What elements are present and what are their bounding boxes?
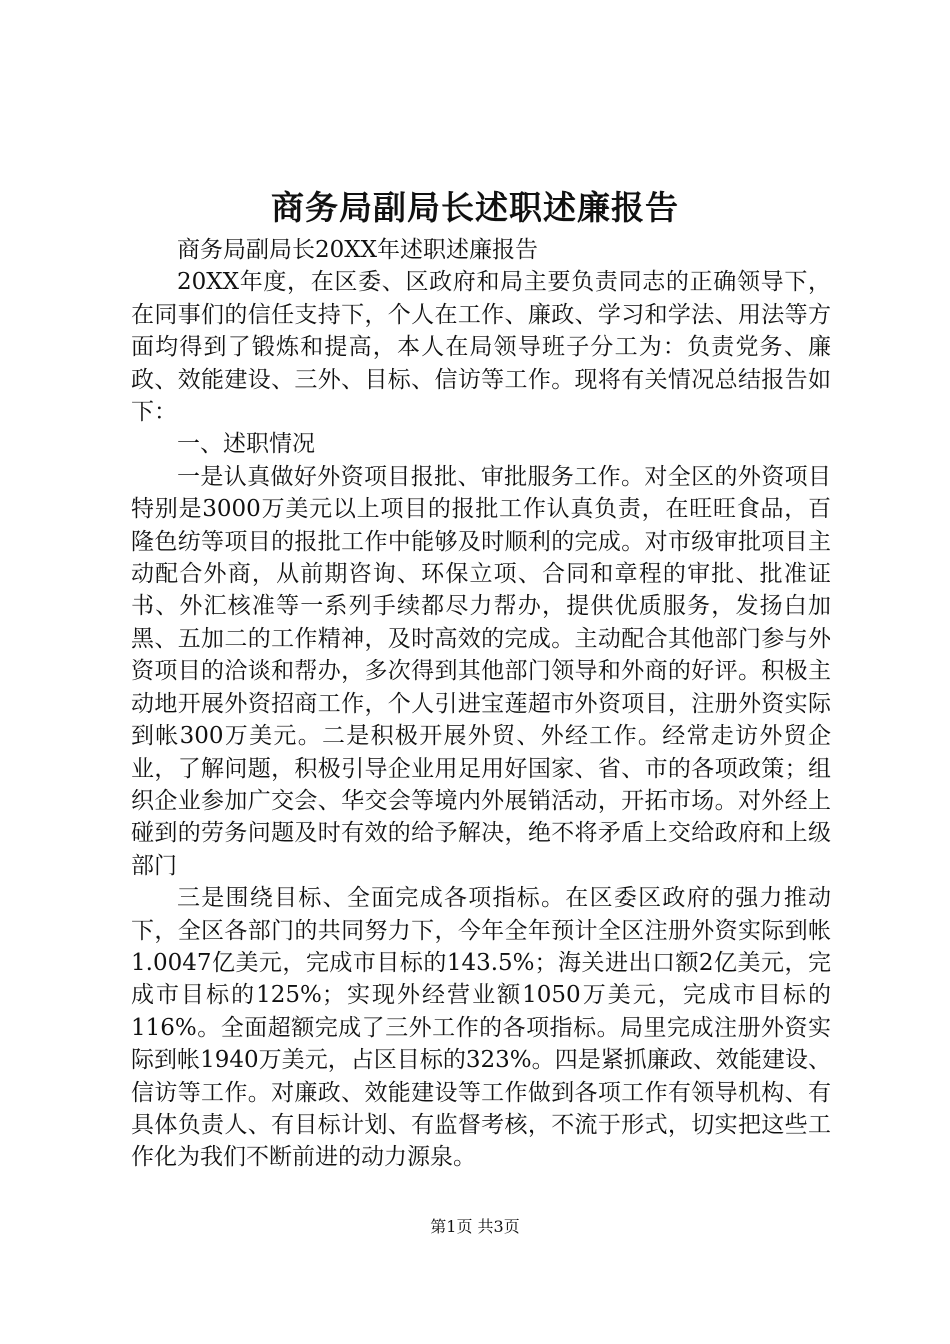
page-footer: 第1页 共3页 — [430, 1217, 520, 1236]
document-body — [131, 234, 831, 1174]
body-paragraph: 三是围绕目标、全面完成各项指标。在区委区政府的强力推动下，全区各部门的共同努力下，今年全年预计全区注册外资实际到帐1.0047亿美元，完成市目标的143.5%；海关进出口额2亿美元，完成市目标的125%；实现外经营业额1050万美元，完成市目标的116%。全面超额完成了三外工作的各项指标。局里完成注册外资实际到帐1940万美元，占区目标的323%。四是紧抓廉政、效能建设、信访等工作。对廉政、效能建设等工作做到各项工作有领导机构、有具体负责人、有目标计划、有监督考核，不流于形式，切实把这些工作化为我们不断前进的动力源泉。 — [131, 885, 831, 1171]
document-title: 商务局副局长述职述廉报告 — [271, 188, 679, 227]
body-paragraph: 一是认真做好外资项目报批、审批服务工作。对全区的外资项目特别是3000万美元以上项目的报批工作认真负责，在旺旺食品，百隆色纺等项目的报批工作中能够及时顺利的完成。对市级审批项目主动配合外商，从前期咨询、环保立项、合同和章程的审批、批准证书、外汇核准等一系列手续都尽力帮办，提供优质服务，发扬白加黑、五加二的工作精神，及时高效的完成。主动配合其他部门参与外资项目的洽谈和帮办，多次得到其他部门领导和外商的好评。积极主动地开展外资招商工作，个人引进宝莲超市外资项目，注册外资实际到帐300万美元。二是积极开展外贸、外经工作。经常走访外贸企业，了解问题，积极引导企业用足用好国家、省、市的各项政策；组织企业参加广交会、华交会等境内外展销活动，开拓市场。对外经上碰到的劳务问题及时有效的给予解决，绝不将矛盾上交给政府和上级部门 — [131, 463, 831, 879]
intro-paragraph: 20XX年度，在区委、区政府和局主要负责同志的正确领导下，在同事们的信任支持下，个人在工作、廉政、学习和学法、用法等方面均得到了锻炼和提高，本人在局领导班子分工为：负责党务、廉政、效能建设、三外、目标、信访等工作。现将有关情况总结报告如下： — [131, 269, 831, 426]
section-heading: 一、述职情况 — [177, 431, 315, 458]
subtitle-paragraph: 商务局副局长20XX年述职述廉报告 — [177, 237, 539, 263]
